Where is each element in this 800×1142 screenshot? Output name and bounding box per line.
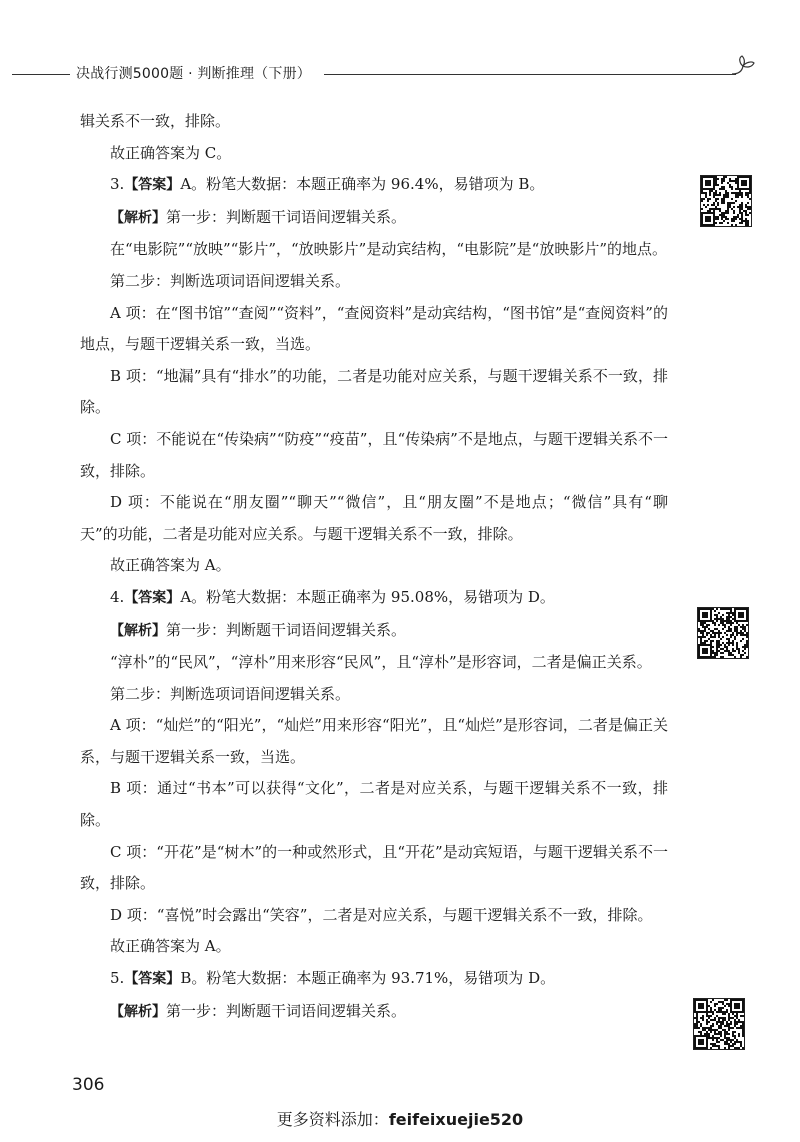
footer-prefix: 更多资料添加： <box>276 1110 389 1129</box>
option-d-q4: D 项：“喜悦”时会露出“笑容”，二者是对应关系，与题干逻辑关系不一致，排除。 <box>110 905 653 924</box>
qr-code-icon <box>698 608 748 658</box>
qr-code-question-5[interactable] <box>693 998 745 1050</box>
answer-line-q5: 5.【答案】B。粉笔大数据：本题正确率为 93.71%，易错项为 D。 <box>110 969 556 988</box>
option-a-q3: A 项：在“图书馆”“查阅”“资料”，“查阅资料”是动宾结构，“图书馆”是“查阅资料”的地点，与题干逻辑关系一致，当选。 <box>80 303 668 354</box>
option-c-q3: C 项：不能说在“传染病”“防疫”“疫苗”，且“传染病”不是地点，与题干逻辑关系不一致，排除。 <box>80 429 668 480</box>
paragraph: 第二步：判断选项词语间逻辑关系。 <box>110 271 351 290</box>
paragraph: 第二步：判断选项词语间逻辑关系。 <box>110 684 351 703</box>
footer-wechat-id: feifeixuejie520 <box>388 1110 524 1129</box>
paragraph: 辑关系不一致，排除。 <box>80 112 231 130</box>
paragraph: “淳朴”的“民风”，“淳朴”用来形容“民风”，且“淳朴”是形容词，二者是偏正关系。 <box>110 653 652 672</box>
qr-code-icon <box>694 999 744 1049</box>
qr-code-icon <box>701 176 751 226</box>
answer-explanations <box>80 106 668 1028</box>
header-rule-right <box>324 74 736 75</box>
option-c-q4: C 项：“开花”是“树木”的一种或然形式，且“开花”是动宾短语，与题干逻辑关系不一致，排除。 <box>80 842 668 893</box>
page-number: 306 <box>72 1075 105 1095</box>
paragraph: 故正确答案为 C。 <box>110 143 232 162</box>
option-d-q3: D 项：不能说在“朋友圈”“聊天”“微信”，且“朋友圈”不是地点；“微信”具有“聊天”的功能，二者是功能对应关系。与题干逻辑关系不一致，排除。 <box>80 493 668 543</box>
answer-line-q3: 3.【答案】A。粉笔大数据：本题正确率为 96.4%，易错项为 B。 <box>110 175 545 194</box>
book-title: 决战行测5000题 · 判断推理（下册） <box>76 66 311 82</box>
paragraph: 在“电影院”“放映”“影片”，“放映影片”是动宾结构，“电影院”是“放映影片”的地点。 <box>110 240 668 259</box>
conclusion-q3: 故正确答案为 A。 <box>110 556 231 575</box>
footer-note <box>0 1107 800 1130</box>
option-b-q4: B 项：通过“书本”可以获得“文化”，二者是对应关系，与题干逻辑关系不一致，排除。 <box>80 779 668 830</box>
qr-code-question-3[interactable] <box>700 175 752 227</box>
qr-code-question-4[interactable] <box>697 607 749 659</box>
analysis-line-q3: 【解析】第一步：判断题干词语间逻辑关系。 <box>110 207 407 226</box>
header-rule-left <box>12 74 70 75</box>
page-header <box>12 62 752 90</box>
option-a-q4: A 项：“灿烂”的“阳光”，“灿烂”用来形容“阳光”，且“灿烂”是形容词，二者是偏正关系，与题干逻辑关系一致，当选。 <box>80 716 668 766</box>
sprout-icon <box>730 54 756 78</box>
conclusion-q4: 故正确答案为 A。 <box>110 937 231 956</box>
analysis-line-q5: 【解析】第一步：判断题干词语间逻辑关系。 <box>110 1001 407 1020</box>
option-b-q3: B 项：“地漏”具有“排水”的功能，二者是功能对应关系，与题干逻辑关系不一致，排除。 <box>80 366 668 417</box>
answer-line-q4: 4.【答案】A。粉笔大数据：本题正确率为 95.08%，易错项为 D。 <box>110 587 555 606</box>
analysis-line-q4: 【解析】第一步：判断题干词语间逻辑关系。 <box>110 620 407 639</box>
